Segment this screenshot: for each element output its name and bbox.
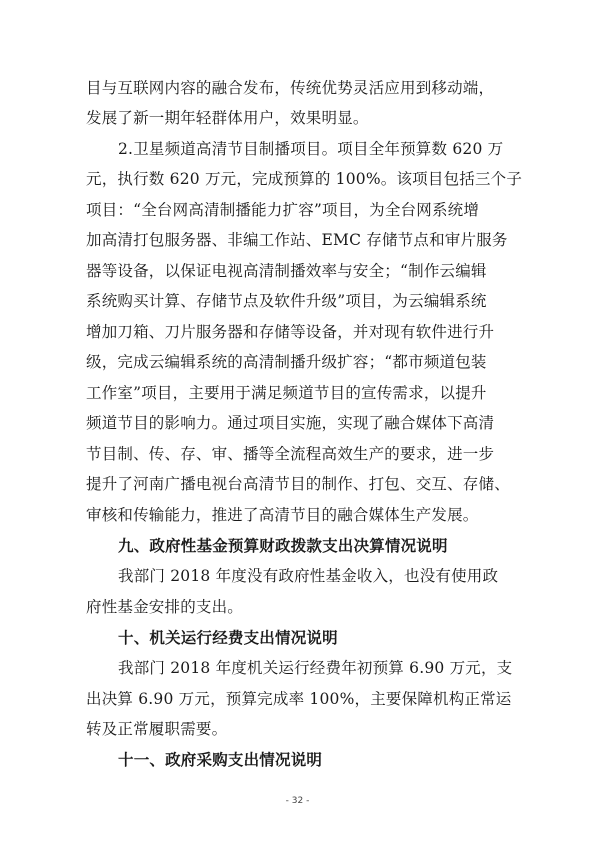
paragraph-line: 系统购买计算、存储节点及软件升级”项目，为云编辑系统 bbox=[86, 292, 487, 310]
paragraph-line: 频道节目的影响力。通过项目实施，实现了融合媒体下高清 bbox=[86, 414, 495, 432]
paragraph-line: 出决算 6.90 万元，预算完成率 100%，主要保障机构正常运 bbox=[86, 690, 512, 708]
paragraph-line: 目与互联网内容的融合发布，传统优势灵活应用到移动端， bbox=[86, 79, 495, 97]
paragraph-line: 工作室”项目，主要用于满足频道节目的宣传需求，以提升 bbox=[86, 384, 487, 402]
paragraph-line: 元，执行数 620 万元，完成预算的 100%。该项目包括三个子 bbox=[86, 170, 523, 188]
paragraph-line: 转及正常履职需要。 bbox=[86, 720, 228, 738]
paragraph-line: 器等设备，以保证电视高清制播效率与安全；“制作云编辑 bbox=[86, 262, 487, 280]
paragraph-line: 提升了河南广播电视台高清节目的制作、打包、交互、存储、 bbox=[86, 475, 510, 493]
section-heading: 十、机关运行经费支出情况说明 bbox=[118, 629, 338, 647]
paragraph-line: 发展了新一期年轻群体用户，效果明显。 bbox=[86, 109, 369, 127]
page-number: - 32 - bbox=[285, 796, 310, 806]
paragraph-line: 2.卫星频道高清节目制播项目。项目全年预算数 620 万 bbox=[118, 140, 504, 158]
paragraph-line: 项目：“全台网高清制播能力扩容”项目，为全台网系统增 bbox=[86, 201, 480, 219]
paragraph-line: 增加刀箱、刀片服务器和存储等设备，并对现有软件进行升 bbox=[86, 323, 495, 341]
paragraph-line: 府性基金安排的支出。 bbox=[86, 598, 244, 616]
paragraph-line: 加高清打包服务器、非编工作站、EMC 存储节点和审片服务 bbox=[86, 231, 508, 249]
paragraph-line: 我部门 2018 年度没有政府性基金收入，也没有使用政 bbox=[118, 567, 499, 585]
paragraph-line: 我部门 2018 年度机关运行经费年初预算 6.90 万元，支 bbox=[118, 659, 513, 677]
section-heading: 九、政府性基金预算财政拨款支出决算情况说明 bbox=[118, 537, 448, 555]
paragraph-line: 级，完成云编辑系统的高清制播升级扩容；“都市频道包装 bbox=[86, 353, 487, 371]
paragraph-line: 节目制、传、存、审、播等全流程高效生产的要求，进一步 bbox=[86, 445, 495, 463]
section-heading: 十一、政府采购支出情况说明 bbox=[118, 751, 323, 769]
paragraph-line: 审核和传输能力，推进了高清节目的融合媒体生产发展。 bbox=[86, 506, 479, 524]
